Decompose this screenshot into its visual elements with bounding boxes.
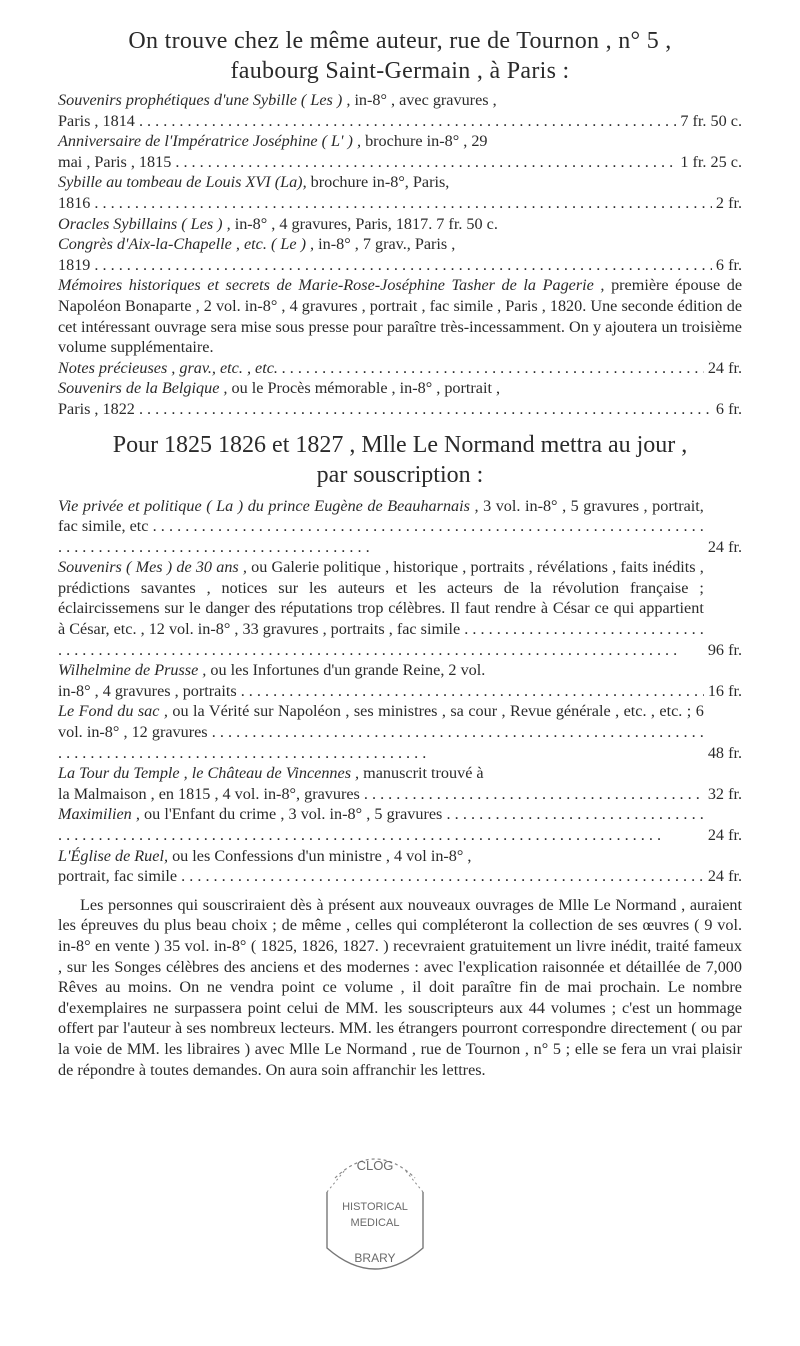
catalog-entry-text: [58, 131, 742, 152]
catalog-entry-text: [58, 763, 742, 784]
catalog-entry-price: 32 fr.: [707, 784, 742, 803]
catalog-entry-continuation: la Malmaison , en 1815 , 4 vol. in-8°, gravures . . .: [58, 784, 704, 805]
catalog-entry-text: [58, 496, 742, 558]
catalog-entry-title: Vie privée et politique ( La ) du prince Eugène de Beauharnais ,: [58, 496, 479, 515]
catalog-entry-price: 96 fr.: [707, 640, 742, 659]
catalog-entry-description: ou le Procès mémorable , in-8° , portrait ,: [231, 379, 501, 398]
subscription-heading-line-1: Pour 1825 1826 et 1827 , Mlle Le Normand mettra au jour ,: [112, 431, 688, 458]
catalog-entry-continuation: in-8° , 4 gravures , portraits . . .: [58, 681, 704, 702]
catalog-entry-text: [58, 275, 742, 357]
catalog-entry-price: 6 fr.: [715, 255, 742, 274]
catalog-entry-price: 2 fr.: [715, 193, 742, 212]
catalog-entry: [58, 90, 742, 131]
catalog-entry-price: 24 fr.: [707, 537, 742, 556]
catalog-entry-price: 16 fr.: [707, 681, 742, 700]
catalog-entry-description: ou l'Enfant du crime , 3 vol. in-8° , 5 gravures: [144, 805, 443, 824]
catalog-entry-text: [58, 846, 742, 867]
catalog-section-1: [58, 90, 742, 420]
catalog-entry-description: manuscrit trouvé à: [363, 764, 484, 783]
catalog-entry-description: ou Galerie politique , historique , portraits , révélations , faits inédits , prédictions savantes , notices sur les auteurs et les acteurs de la révolution française ; éclaircissemens sur le danger des réputations trop célèbres. Il faut rendre à César ce qui appartient à César, etc. , 12 vol. in-8° , 33 gravures , portraits , fac simile: [58, 558, 704, 639]
header-line-1: On trouve chez le même auteur, rue de Tournon , n° 5 ,: [128, 28, 672, 54]
catalog-entry-continuation: Paris , 1822 . . .: [58, 399, 712, 420]
catalog-entry-continuation: 1816 . . .: [58, 193, 712, 214]
catalog-entry-description: in-8° , avec gravures ,: [354, 91, 497, 109]
catalog-entry-title: Souvenirs de la Belgique ,: [58, 379, 228, 398]
catalog-entry: [58, 660, 742, 701]
catalog-entry: [58, 378, 742, 419]
catalog-entry: [58, 275, 742, 378]
catalog-entry: [58, 557, 742, 660]
catalog-entry: [58, 172, 742, 213]
catalog-entry: [58, 496, 742, 558]
catalog-entry-continuation: Notes précieuses , grav., etc. , etc. . . .: [58, 358, 704, 379]
catalog-entry-text: [58, 214, 742, 235]
stamp-historical-text: HISTORICAL: [342, 1201, 408, 1213]
catalog-entry-description: ou les Confessions d'un ministre , 4 vol in-8° ,: [172, 846, 472, 865]
catalog-entry-title: La Tour du Temple , le Château de Vincennes ,: [58, 764, 360, 783]
catalog-entry-description: ou les Infortunes d'un grande Reine, 2 vol.: [210, 661, 486, 680]
catalog-entry-text: [58, 804, 742, 845]
catalog-entry: [58, 804, 742, 845]
catalog-entry-title: Souvenirs prophétiques d'une Sybille ( Les ) ,: [58, 91, 351, 109]
catalog-entry-title: Congrès d'Aix-la-Chapelle , etc. ( Le ) ,: [58, 235, 315, 254]
catalog-entry-description: ou la Vérité sur Napoléon , ses ministres , sa cour , Revue générale , etc. , etc. ; 6 vol. in-8° , 12 gravures: [58, 702, 704, 742]
stamp-medical-text: MEDICAL: [350, 1217, 400, 1229]
catalog-entry-title: Oracles Sybillains ( Les ) ,: [58, 214, 231, 233]
catalog-entry-title: Anniversaire de l'Impératrice Joséphine ( L' ) ,: [58, 132, 362, 151]
catalog-entry-description: première épouse de Napoléon Bonaparte , 2 vol. in-8° , 4 gravures , portrait , fac simile , Paris , 1820. Une seconde édition de cet intéressant ouvrage sera mise sous presse pour paraître très-incessamment. On y ajoutera un troisième volume supplémentaire.: [58, 276, 743, 357]
catalog-entry-price: 48 fr.: [707, 743, 742, 762]
catalog-entry-text: [58, 234, 742, 255]
library-stamp: [305, 1140, 445, 1280]
catalog-entry-price: 1 fr. 25 c.: [680, 152, 742, 171]
catalog-entry-price: 6 fr.: [715, 399, 742, 418]
catalog-entry-description: brochure in-8° , 29: [365, 132, 488, 151]
catalog-entry-title: Sybille au tombeau de Louis XVI (La),: [58, 173, 307, 192]
catalog-entry-price: 7 fr. 50 c.: [680, 111, 742, 130]
catalog-entry: [58, 846, 742, 887]
catalog-section-2: [58, 496, 742, 887]
stamp-bottom-text: BRARY: [354, 1251, 396, 1265]
catalog-entry-title: Mémoires historiques et secrets de Marie-Rose-Joséphine Tasher de la Pagerie ,: [58, 276, 605, 295]
catalog-entry-text: [58, 557, 742, 660]
catalog-entry-description: brochure in-8°, Paris,: [310, 173, 450, 192]
catalog-entry-continuation: portrait, fac simile . . .: [58, 866, 704, 887]
catalog-entry-price: 24 fr.: [707, 826, 742, 844]
catalog-entry: [58, 701, 742, 763]
catalog-entry: [58, 234, 742, 275]
header-line-2: faubourg Saint-Germain , à Paris :: [230, 58, 570, 84]
catalog-entry-price: 24 fr.: [707, 867, 742, 886]
catalog-entry-title: Souvenirs ( Mes ) de 30 ans ,: [58, 558, 247, 577]
catalog-entry-title: L'Église de Ruel,: [58, 846, 169, 865]
catalog-entry-title: Le Fond du sac ,: [58, 702, 168, 721]
stamp-top-text: CLOG: [356, 1158, 394, 1173]
catalog-entry-text: [58, 660, 742, 681]
catalog-entry-description: in-8° , 7 grav., Paris ,: [318, 235, 456, 254]
catalog-entry-text: [58, 701, 742, 763]
catalog-entry-text: [58, 90, 742, 111]
catalog-entry-text: [58, 378, 742, 399]
catalog-entry: [58, 214, 742, 235]
subscription-heading-line-2: par souscription :: [316, 461, 484, 488]
catalog-entry: [58, 763, 742, 804]
catalog-entry-continuation: Paris , 1814 . . .: [58, 111, 676, 132]
catalog-entry-description: in-8° , 4 gravures, Paris, 1817. 7 fr. 50 c.: [234, 214, 498, 233]
catalog-entry-text: [58, 172, 742, 193]
catalog-entry-title: Wilhelmine de Prusse ,: [58, 661, 207, 680]
catalog-entry: [58, 131, 742, 172]
catalog-entry-description: 3 vol. in-8° , 5 gravures , portrait, fac simile, etc: [58, 496, 704, 536]
catalog-entry-price: 24 fr.: [707, 358, 742, 377]
subscription-paragraph: Les personnes qui souscriraient dès à présent aux nouveaux ouvrages de Mlle Le Normand , auraient les épreuves du plus beau choix ; de même , celles qui compléteront la collection de ses œuvres ( 9 vol. in-8° en vente ) 35 vol. in-8° ( 1825, 1826, 1827. ) recevraient gratuitement un livre inédit, traité fameux , sur les Songes célèbres des anciens et des modernes : avec l'explication raisonnée et détaillée de 7,000 Rêves au moins. On ne vendra point ce volume , il doit paraître fin de mai prochain. Le nombre d'exemplaires ne surpassera point celui de MM. les souscripteurs aux 44 volumes ; c'est un hommage offert par l'auteur à ses nombreux lecteurs. MM. les étrangers pourront correspondre directement ( ou par la voie de MM. les libraires ) avec Mlle Le Normand , rue de Tournon , n° 5 ; elle se fera un vrai plaisir de répondre à toutes demandes. On aura soin affranchir les lettres.: [58, 895, 742, 1079]
catalog-entry-continuation: 1819 . . .: [58, 255, 712, 276]
catalog-entry-continuation: mai , Paris , 1815 . . .: [58, 152, 676, 173]
catalog-entry-title: Maximilien ,: [58, 805, 140, 824]
